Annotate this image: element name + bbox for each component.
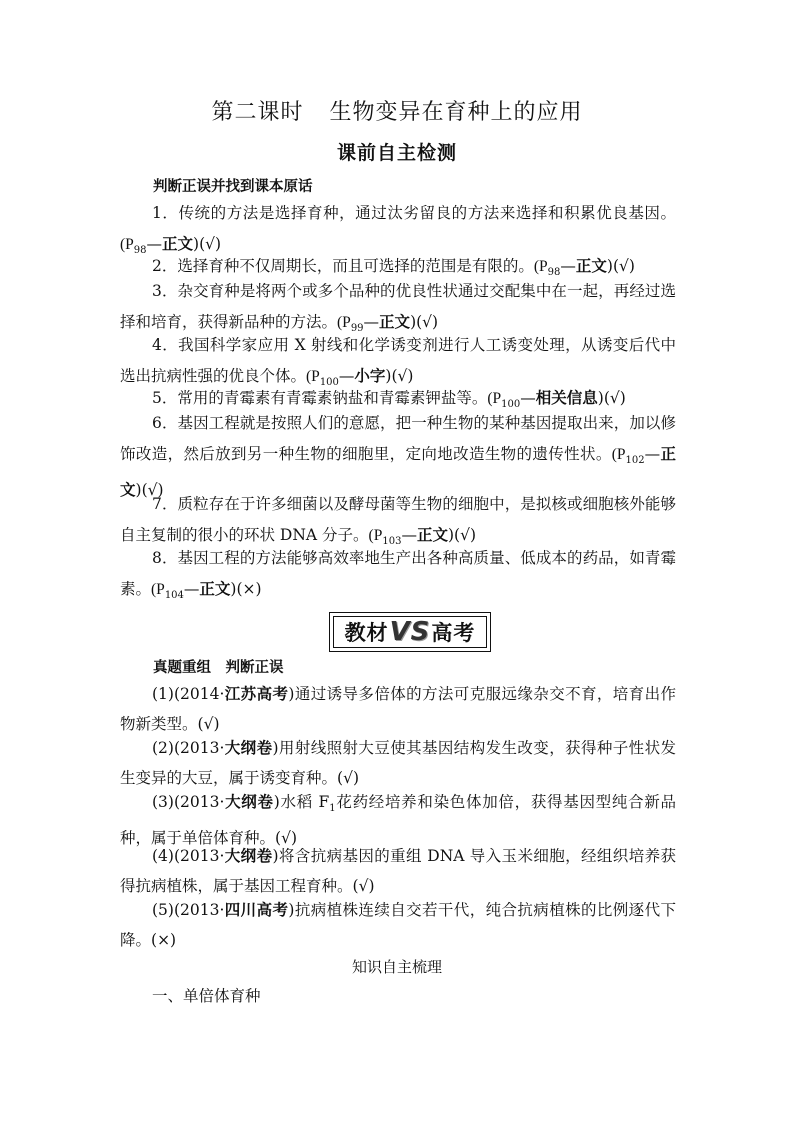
exam-item: (1)(2014·江苏高考)通过诱导多倍体的方法可克服远缘杂交不育，培育出作物新类型。(√) — [120, 684, 676, 733]
answer-mark: (√) — [197, 714, 220, 733]
answer-mark: (×) — [236, 579, 262, 598]
textbook-vs-exam-banner — [329, 612, 491, 652]
ref-label: 正文 — [575, 256, 607, 275]
answer-mark: (√) — [352, 876, 375, 895]
ref-label: 正文 — [379, 311, 411, 331]
ref-label: 正文 — [162, 233, 194, 253]
answer-mark: (√) — [454, 525, 476, 544]
ref-label: 正文 — [120, 443, 676, 500]
page-subtitle: 课前自主检测 — [336, 142, 457, 164]
list-item: 6．基因工程就是按照人们的意愿，把一种生物的某种基因提取出来，加以修饰改造，然后放到另一种生物的细胞里，定向地改造生物的遗传性状。($P_{102}—$正文)(√) — [120, 414, 676, 500]
list-item: 8．基因工程的方法能够高效率地生产出各种高质量、低成本的药品，如青霉素。($P_{104}—$正文)(×) — [120, 549, 676, 601]
exam-source: 四川高考 — [224, 900, 289, 919]
page-title — [0, 95, 794, 126]
exam-source: 江苏高考 — [224, 684, 289, 703]
answer-mark: (√) — [612, 257, 635, 275]
exam-item: (4)(2013·大纲卷)将含抗病基因的重组 DNA 导入玉米细胞，经组织培养获得抗病植株，属于基因工程育种。(√) — [120, 846, 676, 895]
ref-label: 相关信息 — [535, 388, 598, 407]
exam-item: (2)(2013·大纲卷)用射线照射大豆使其基因结构发生改变，获得种子性状发生变异的大豆，属于诱变育种。(√) — [120, 738, 676, 787]
section-haploid-breeding: 一、单倍体育种 — [152, 987, 261, 1005]
list-item: 1．传统的方法是选择育种，通过汰劣留良的方法来选择和积累优良基因。($P_{98}—$正文)(√) — [120, 204, 676, 256]
list-item: 5．常用的青霉素有青霉素钠盐和青霉素钾盐等。($P_{100}—$相关信息)(√) — [152, 388, 626, 411]
banner-vs: VS — [389, 617, 431, 647]
list-item: 2．选择育种不仅周期长，而且可选择的范围是有限的。($P_{98}—$正文)(√) — [152, 256, 635, 279]
exam-item: (5)(2013·四川高考)抗病植株连续自交若干代，纯合抗病植株的比例逐代下降。(×) — [120, 900, 676, 949]
answer-mark: (√) — [199, 234, 222, 253]
list-item: 3．杂交育种是将两个或多个品种的优良性状通过交配集中在一起，再经过选择和培育，获得新品种的方法。($P_{99}—$正文)(√) — [120, 282, 676, 334]
banner-right: 高考 — [431, 620, 476, 645]
list-item: 7．质粒存在于许多细菌以及酵母菌等生物的细胞中，是拟核或细胞核外能够自主复制的很小的环状 DNA 分子。($P_{103}—$正文)(√) — [120, 495, 676, 547]
ref-label: 小字 — [354, 365, 386, 385]
knowledge-heading: 知识自主梳理 — [351, 958, 442, 976]
banner-left: 教材 — [344, 620, 389, 645]
list-item: 4．我国科学家应用 X 射线和化学诱变剂进行人工诱变处理，从诱变后代中选出抗病性强的优良个体。($P_{100}—$小字)(√) — [120, 336, 676, 388]
answer-mark: (×) — [151, 930, 177, 949]
section2-heading: 真题重组 判断正误 — [153, 659, 284, 676]
ref-label: 正文 — [416, 524, 448, 544]
answer-mark: (√) — [141, 481, 164, 500]
answer-mark: (√) — [275, 828, 297, 847]
answer-mark: (√) — [337, 768, 359, 787]
exam-source: 大纲卷 — [224, 792, 274, 811]
exam-item: (3)(2013·大纲卷)水稻 $F_1$花药经培养和染色体加倍，获得基因型纯合新品种，属于单倍体育种。(√) — [120, 792, 676, 847]
title-topic: 生物变异在育种上的应用 — [329, 100, 583, 125]
title-lesson: 第二课时 — [211, 100, 304, 125]
answer-mark: (√) — [391, 366, 414, 385]
ref-label: 正文 — [199, 578, 231, 598]
section1-heading: 判断正误并找到课本原话 — [153, 178, 313, 195]
answer-mark: (√) — [416, 312, 439, 331]
answer-mark: (√) — [603, 389, 626, 407]
exam-source: 大纲卷 — [224, 738, 273, 757]
exam-source: 大纲卷 — [224, 846, 273, 865]
